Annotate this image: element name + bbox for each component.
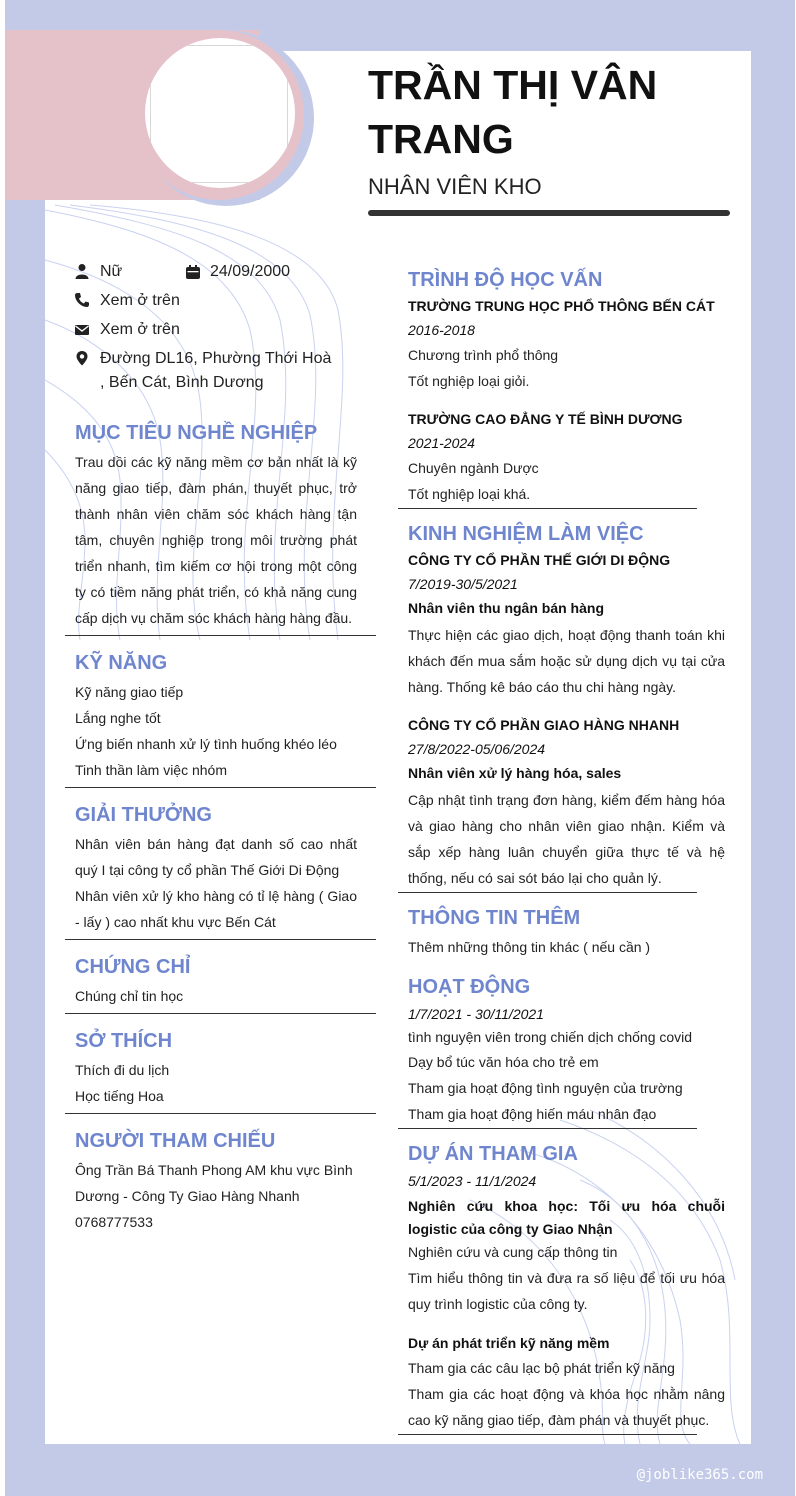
education-years: 2016-2018 xyxy=(408,322,475,338)
skill-item: Tinh thần làm việc nhóm xyxy=(75,762,227,778)
divider xyxy=(398,1434,697,1435)
objective-text: Trau dồi các kỹ năng mềm cơ bản nhất là kỹ năng giao tiếp, đàm phán, thuyết phục, trở thành nhân viên chăm sóc khách hàng tận tâm, chuyên nghiệp trong môi trường phát triển nhanh, tìm kiếm cơ hội trong một công ty có tiềm năng phát triển, có khả năng cung cấp dịch vụ chăm sóc khách hàng hàng đầu. xyxy=(75,454,357,626)
hobby-item: Thích đi du lịch xyxy=(75,1062,170,1078)
divider xyxy=(398,508,697,509)
address: Đường DL16, Phường Thới Hoà , Bến Cát, Bình Dương xyxy=(100,350,332,391)
award-item: Nhân viên bán hàng đạt danh số cao nhất quý I tại công ty cổ phần Thế Giới Di Động xyxy=(75,836,357,878)
divider xyxy=(65,635,376,636)
activity-item: Tham gia hoạt động tình nguyện của trường xyxy=(408,1080,683,1096)
education-result: Tốt nghiệp loại khá. xyxy=(408,486,531,502)
email: Xem ở trên xyxy=(100,321,180,338)
divider xyxy=(65,1113,376,1114)
calendar-icon xyxy=(185,264,201,280)
project-name: Nghiên cứu khoa học: Tối ưu hóa chuỗi logistic của công ty Giao Nhận xyxy=(408,1198,725,1237)
education-major: Chuyên ngành Dược xyxy=(408,460,539,476)
project-name: Dự án phát triển kỹ năng mềm xyxy=(408,1335,610,1351)
user-icon xyxy=(74,263,90,279)
gender: Nữ xyxy=(100,263,123,280)
divider xyxy=(65,787,376,788)
divider xyxy=(398,1128,697,1129)
project-item: Tham gia các hoạt động và khóa học nhằm nâng cao kỹ năng giao tiếp, đàm phán và thuyết phục. xyxy=(408,1386,725,1428)
avatar xyxy=(145,38,295,188)
skill-item: Ứng biến nhanh xử lý tình huống khéo léo xyxy=(75,736,337,752)
education-years: 2021-2024 xyxy=(408,435,475,451)
certificate-item: Chúng chỉ tin học xyxy=(75,988,184,1004)
watermark: @joblike365.com xyxy=(636,1467,763,1483)
experience-heading: KINH NGHIỆM LÀM VIỆC xyxy=(408,523,644,545)
experience-position: Nhân viên xử lý hàng hóa, sales xyxy=(408,765,622,781)
certificates-heading: CHỨNG CHỈ xyxy=(75,956,191,978)
divider xyxy=(398,892,697,893)
education-school: TRƯỜNG TRUNG HỌC PHỔ THÔNG BẾN CÁT xyxy=(408,298,715,314)
projects-period: 5/1/2023 - 11/1/2024 xyxy=(408,1173,537,1189)
skills-heading: KỸ NĂNG xyxy=(75,652,168,674)
activity-item: Tham gia hoạt động hiến máu nhân đạo xyxy=(408,1106,657,1122)
reference-text: Ông Trần Bá Thanh Phong AM khu vực Bình Dương - Công Ty Giao Hàng Nhanh xyxy=(75,1162,353,1204)
education-major: Chương trình phổ thông xyxy=(408,347,559,363)
experience-period: 27/8/2022-05/06/2024 xyxy=(408,741,546,757)
location-icon xyxy=(74,350,90,366)
experience-company: CÔNG TY CỔ PHẦN THẾ GIỚI DI ĐỘNG xyxy=(408,552,671,568)
experience-period: 7/2019-30/5/2021 xyxy=(408,576,518,592)
activity-item: tình nguyện viên trong chiến dịch chống covid xyxy=(408,1029,693,1045)
hobby-item: Học tiếng Hoa xyxy=(75,1088,164,1104)
skill-item: Kỹ năng giao tiếp xyxy=(75,684,184,700)
education-heading: TRÌNH ĐỘ HỌC VẤN xyxy=(408,269,603,291)
project-item: Nghiên cứu và cung cấp thông tin xyxy=(408,1244,618,1260)
experience-company: CÔNG TY CỔ PHẦN GIAO HÀNG NHANH xyxy=(408,717,680,733)
candidate-name: TRẦN THỊ VÂN TRANG xyxy=(368,62,658,162)
job-title: NHÂN VIÊN KHO xyxy=(368,174,542,199)
skill-item: Lắng nghe tốt xyxy=(75,710,161,726)
phone-icon xyxy=(74,292,90,308)
phone: Xem ở trên xyxy=(100,292,180,309)
experience-desc: Thực hiện các giao dịch, hoạt động thanh toán khi khách đến mua sắm hoặc sử dụng dịch vụ tại cửa hàng. Thống kê báo cáo thu chi hàng ngày. xyxy=(408,627,725,695)
education-school: TRƯỜNG CAO ĐẲNG Y TẾ BÌNH DƯƠNG xyxy=(408,411,683,427)
objective-heading: MỤC TIÊU NGHỀ NGHIỆP xyxy=(75,422,318,444)
email-icon xyxy=(74,322,90,338)
more-info-text: Thêm những thông tin khác ( nếu cần ) xyxy=(408,939,651,955)
divider xyxy=(65,939,376,940)
more-info-heading: THÔNG TIN THÊM xyxy=(408,907,581,929)
projects-heading: DỰ ÁN THAM GIA xyxy=(408,1143,578,1165)
award-item: Nhân viên xử lý kho hàng có tỉ lệ hàng ( Giao - lấy ) cao nhất khu vực Bến Cát xyxy=(75,888,357,930)
divider xyxy=(65,1013,376,1014)
references-heading: NGƯỜI THAM CHIẾU xyxy=(75,1130,276,1152)
experience-position: Nhân viên thu ngân bán hàng xyxy=(408,600,604,616)
birthday: 24/09/2000 xyxy=(210,263,291,280)
project-item: Tìm hiểu thông tin và đưa ra số liệu để tối ưu hóa quy trình logistic của công ty. xyxy=(408,1270,725,1312)
hobbies-heading: SỞ THÍCH xyxy=(75,1030,173,1052)
activity-item: Dạy bổ túc văn hóa cho trẻ em xyxy=(408,1054,599,1070)
project-item: Tham gia các câu lạc bộ phát triển kỹ năng xyxy=(408,1360,675,1376)
activities-heading: HOẠT ĐỘNG xyxy=(408,976,531,998)
education-result: Tốt nghiệp loại giỏi. xyxy=(408,373,530,389)
reference-phone: 0768777533 xyxy=(75,1214,153,1230)
activities-period: 1/7/2021 - 30/11/2021 xyxy=(408,1006,544,1022)
awards-heading: GIẢI THƯỞNG xyxy=(75,804,212,826)
title-underline xyxy=(368,210,730,216)
experience-desc: Cập nhật tình trạng đơn hàng, kiểm đếm hàng hóa và giao hàng cho nhân viên giao nhận. Kiểm và sắp xếp hàng luân chuyển giữa thực tế và hệ thống, nếu có sai sót báo lại cho quản lý. xyxy=(408,792,725,886)
